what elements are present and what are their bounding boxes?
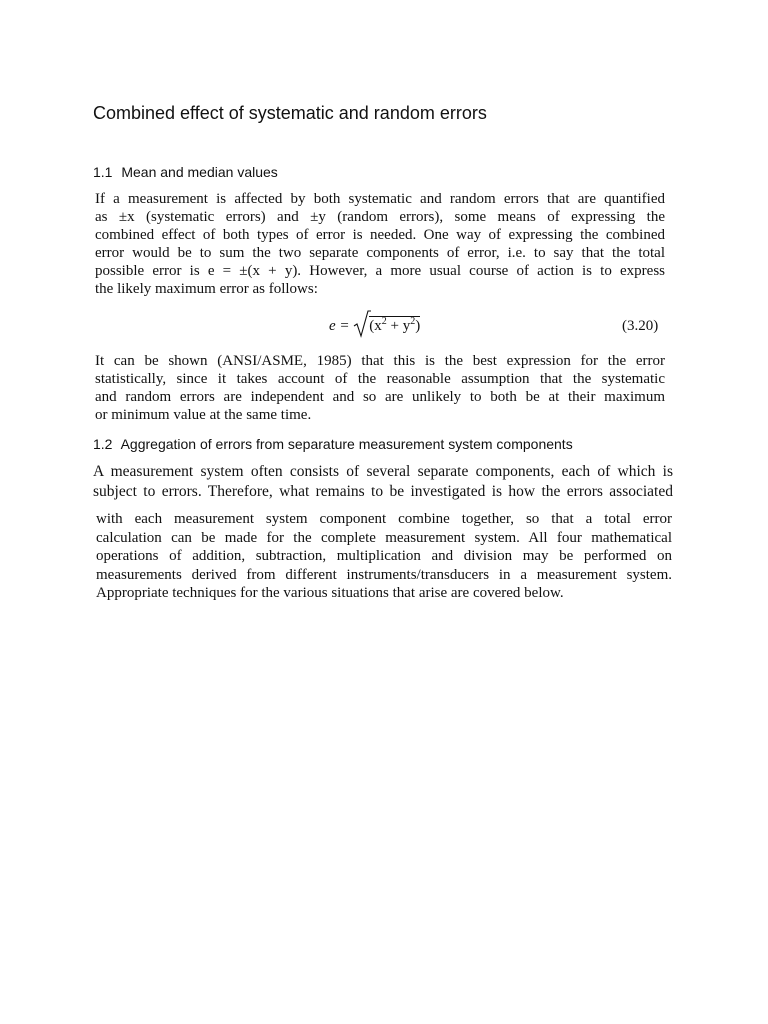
exponent: 2: [410, 316, 416, 327]
equation-lhs: e =: [329, 318, 350, 334]
radical-sign-icon: [353, 310, 371, 338]
paragraph-ansi-asme: [95, 352, 665, 424]
paragraph-line: A measurement system often consists of several separate components, each of which is: [93, 463, 673, 480]
section-heading-text: Aggregation of errors from separature measurement system components: [120, 436, 573, 452]
equation-body: [329, 316, 420, 335]
paragraph-line: calculation can be made for the complete measurement system. All four mathematical: [96, 529, 672, 546]
radicand-plus: + y: [386, 318, 411, 334]
paragraph-line: combined effect of both types of error is needed. One way of expressing the combined: [95, 227, 665, 243]
paragraph-line: the likely maximum error as follows:: [95, 281, 318, 297]
paragraph-systematic-random: [95, 190, 665, 298]
paragraph-line: or minimum value at the same time.: [95, 407, 312, 423]
equation-3-20: [0, 312, 768, 342]
paragraph-measurement-system: [93, 462, 673, 502]
paragraph-line: operations of addition, subtraction, multiplication and division may be performed on: [96, 548, 672, 565]
paragraph-line: subject to errors. Therefore, what remains to be investigated is how the errors associated: [93, 483, 673, 500]
radicand-close: ): [415, 318, 421, 334]
exponent: 2: [381, 316, 387, 327]
equation-number: (3.20): [622, 318, 659, 334]
radicand-open: (x: [369, 318, 382, 334]
paragraph-line: possible error is e = ±(x + y). However, a more usual course of action is to express: [95, 263, 665, 279]
radicand: [369, 316, 420, 335]
section-number: 1.1: [93, 164, 113, 180]
paragraph-line: Appropriate techniques for the various situations that arise are covered below.: [96, 585, 564, 602]
paragraph-line: If a measurement is affected by both systematic and random errors that are quantified: [95, 191, 665, 207]
paragraph-line: statistically, since it takes account of the reasonable assumption that the systematic: [95, 371, 665, 387]
section-heading-text: Mean and median values: [121, 164, 278, 180]
paragraph-line: as ±x (systematic errors) and ±y (random errors), some means of expressing the: [95, 209, 665, 225]
section-heading-1-1: [93, 164, 278, 180]
paragraph-component-combination: [96, 510, 672, 603]
paragraph-line: and random errors are independent and so are unlikely to both be at their maximum: [95, 389, 665, 405]
paragraph-line: with each measurement system component combine together, so that a total error: [96, 511, 672, 527]
document-title: Combined effect of systematic and random errors: [93, 103, 487, 123]
section-number: 1.2: [93, 436, 113, 452]
paragraph-line: error would be to sum the two separate components of error, i.e. to say that the total: [95, 245, 665, 261]
paragraph-line: It can be shown (ANSI/ASME, 1985) that this is the best expression for the error: [95, 353, 665, 369]
section-heading-1-2: [93, 436, 573, 452]
paragraph-line: measurements derived from different instruments/transducers in a measurement system.: [96, 566, 672, 583]
square-root: [353, 316, 420, 335]
